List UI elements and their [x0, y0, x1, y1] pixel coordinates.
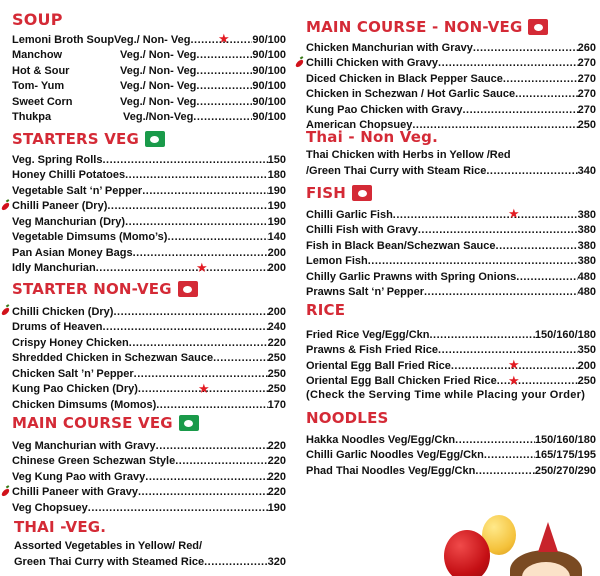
non-veg-icon: [178, 281, 198, 297]
section-title: Thai - Non Veg.: [306, 128, 439, 146]
star-icon: ★: [198, 380, 210, 396]
menu-item: Idly Manchurian ..... ★ 200: [12, 261, 286, 277]
menu-item: Honey Chilli Potatoes ..... 180: [12, 168, 286, 184]
section-title: STARTERS VEG: [12, 130, 139, 148]
menu-item: Chicken Manchurian with Gravy ..... 260: [306, 40, 596, 56]
section-title: MAIN COURSE VEG: [12, 414, 173, 432]
menu-item: Chilli Garlic Fish ..... ★ 380: [306, 207, 596, 223]
menu-item: Chicken in Schezwan / Hot Garlic Sauce ..... 270: [306, 87, 596, 103]
section-header-main-course-nonveg: [306, 18, 548, 36]
menu-item: Lemon Fish ..... 380: [306, 254, 596, 270]
section-title: RICE: [306, 301, 346, 319]
section-title: MAIN COURSE - NON-VEG: [306, 18, 523, 36]
menu-item: Crispy Honey Chicken ..... 220: [12, 335, 286, 351]
main-course-veg-list: [12, 438, 286, 516]
noodles-list: [306, 432, 596, 479]
section-title: FISH: [306, 184, 346, 202]
menu-item: Prawns Salt ‘n’ Pepper ..... 480: [306, 285, 596, 301]
section-header-starters-veg: [12, 130, 165, 148]
menu-item: Tom- Yum Veg./ Non- Veg ..... 90/100: [12, 79, 286, 95]
menu-item: Phad Thai Noodles Veg/Egg/Ckn ..... 250/270/290: [306, 463, 596, 479]
menu-item: Diced Chicken in Black Pepper Sauce ..... 270: [306, 71, 596, 87]
menu-item: Thukpa Veg./Non-Veg ..... 90/100: [12, 110, 286, 126]
rice-note: (Check the Serving Time while Placing your Order): [306, 389, 586, 401]
menu-item: Chilli Chicken with Gravy ..... 270: [306, 56, 596, 72]
menu-item: Lemoni Broth Soup Veg./ Non- Veg ..... ★ 90/100: [12, 32, 286, 48]
menu-item: Veg. Spring Rolls ..... 150: [12, 152, 286, 168]
star-icon: ★: [218, 31, 230, 46]
menu-item: Chilly Garlic Prawns with Spring Onions ..... 480: [306, 269, 596, 285]
menu-item: Chinese Green Schezwan Style ..... 220: [12, 454, 286, 470]
section-header-noodles: [306, 409, 389, 427]
menu-item: Chilli Paneer (Dry) ..... 190: [12, 199, 286, 215]
menu-item: Chilli Garlic Noodles Veg/Egg/Ckn ..... 165/175/195: [306, 448, 596, 464]
menu-item: Veg Chopsuey ..... 190: [12, 500, 286, 516]
fish-list: [306, 207, 596, 300]
section-title: NOODLES: [306, 409, 389, 427]
menu-item: Chilli Fish with Gravy ..... 380: [306, 223, 596, 239]
star-icon: ★: [508, 206, 520, 221]
menu-item: Oriental Egg Ball Chicken Fried Rice ..... ★ 250: [306, 374, 596, 390]
chilli-icon: [0, 487, 10, 496]
menu-item: Hakka Noodles Veg/Egg/Ckn ..... 150/160/180: [306, 432, 596, 448]
menu-item: Oriental Egg Ball Fried Rice ..... ★ 200: [306, 358, 596, 374]
starters-veg-list: [12, 152, 286, 276]
rice-list: [306, 327, 596, 401]
menu-item: Chilli Paneer with Gravy ..... 220: [12, 485, 286, 501]
menu-item: Vegetable Salt ‘n’ Pepper ..... 190: [12, 183, 286, 199]
section-header-starter-nonveg: [12, 280, 198, 298]
section-header-rice: [306, 301, 345, 319]
menu-item: Chicken Dimsums (Momos) ..... 170: [12, 397, 286, 413]
menu-item: Veg Manchurian (Dry) ..... 190: [12, 214, 286, 230]
chilli-icon: [0, 201, 10, 210]
soup-list: [12, 32, 286, 125]
menu-item: Chicken Salt ’n’ Pepper ..... 250: [12, 366, 286, 382]
menu-item: Chilli Chicken (Dry) ..... 200: [12, 304, 286, 320]
veg-icon: [145, 131, 165, 147]
menu-item: Shredded Chicken in Schezwan Sauce ..... 250: [12, 351, 286, 367]
menu-item: Pan Asian Money Bags ..... 200: [12, 245, 286, 261]
thai-nonveg-item: Thai Chicken with Herbs in Yellow /Red /Green Thai Curry with Steam Rice ..... 340: [306, 148, 596, 179]
non-veg-icon: [528, 19, 548, 35]
menu-item: Sweet Corn Veg./ Non- Veg ..... 90/100: [12, 94, 286, 110]
menu-item: Manchow Veg./ Non- Veg ..... 90/100: [12, 48, 286, 64]
menu-item: Fried Rice Veg/Egg/Ckn ..... 150/160/180: [306, 327, 596, 343]
non-veg-icon: [352, 185, 372, 201]
starter-nonveg-list: [12, 304, 286, 413]
section-header-thai-veg: [14, 518, 106, 536]
star-icon: ★: [508, 372, 520, 388]
party-hat-icon: [538, 522, 558, 552]
chilli-icon: [294, 58, 304, 67]
star-icon: ★: [196, 259, 208, 275]
red-balloon-icon: [444, 530, 490, 576]
section-header-soup: [12, 10, 63, 29]
section-header-fish: [306, 184, 372, 202]
menu-item: Veg Manchurian with Gravy ..... 220: [12, 438, 286, 454]
menu-item: Kung Pao Chicken with Gravy ..... 270: [306, 102, 596, 118]
main-course-nonveg-list: [306, 40, 596, 133]
thai-veg-item: Assorted Vegetables in Yellow/ Red/ Green Thai Curry with Steamed Rice ..... 320: [14, 539, 286, 570]
section-header-main-course-veg: [12, 414, 199, 432]
menu-item: American Chopsuey ..... 250: [306, 118, 596, 134]
star-icon: ★: [508, 357, 520, 372]
section-header-thai-nonveg: [306, 128, 438, 146]
menu-item: Kung Pao Chicken (Dry) ..... ★ 250: [12, 382, 286, 398]
menu-item: Hot & Sour Veg./ Non- Veg ..... 90/100: [12, 63, 286, 79]
chilli-icon: [0, 307, 10, 316]
section-title: THAI -VEG.: [14, 518, 107, 536]
veg-icon: [179, 415, 199, 431]
section-title: STARTER NON-VEG: [12, 280, 172, 298]
menu-item: Vegetable Dimsums (Momo’s) ..... 140: [12, 230, 286, 246]
menu-item: Veg Kung Pao with Gravy ..... 220: [12, 469, 286, 485]
menu-item: Prawns & Fish Fried Rice ..... 350: [306, 343, 596, 359]
menu-item: Drums of Heaven ..... 240: [12, 320, 286, 336]
party-illustration: [430, 500, 600, 576]
section-title: SOUP: [12, 10, 63, 29]
menu-item: Fish in Black Bean/Schezwan Sauce ..... 380: [306, 238, 596, 254]
